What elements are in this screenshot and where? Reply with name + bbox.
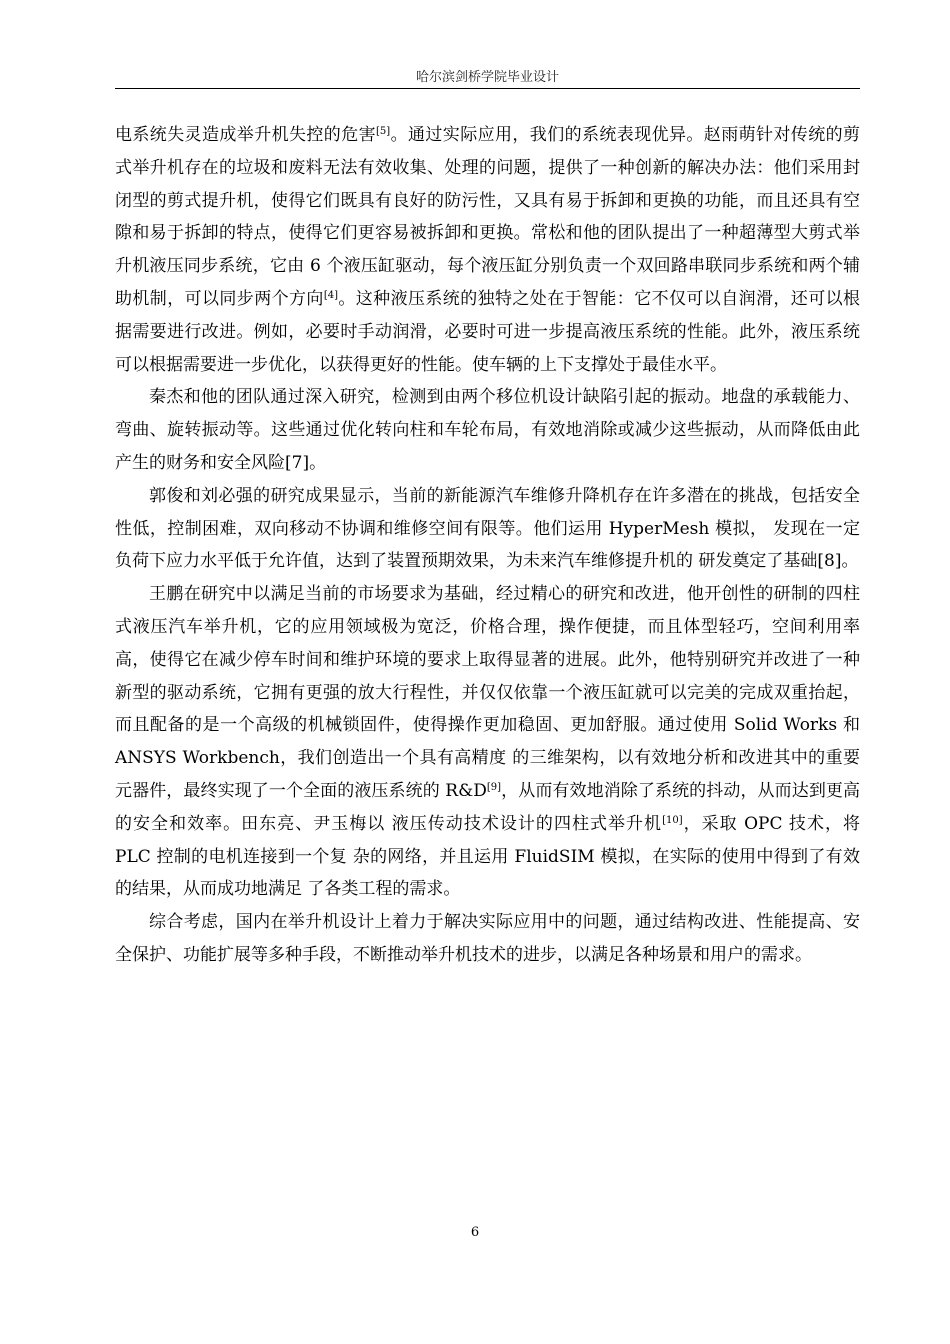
page-header: 哈尔滨剑桥学院毕业设计: [415, 70, 559, 85]
paragraph-4: [115, 578, 860, 906]
citation-5: [5]: [376, 126, 391, 137]
citation-10: [10]: [662, 814, 683, 826]
header-divider: [115, 88, 860, 89]
paragraph-4-part-a: 王鹏在研究中以满足当前的市场要求为基础，经过精心的研究和改进，他开创性的研制的四柱式液压汽车举升机，它的应用领域极为宽泛，价格合理，操作便捷，而且体型轻巧，空间利用率高，使得它在减少停车时间和维护环境的要求上取得显著的进展。此外，他特别研究并改进了一种新型的驱动系统，它拥有更强的放大行程性，并仅仅依靠一个液压缸就可以完美的完成双重抬起，而且配备的是一个高级的机械锁固件，使得操作更加稳固、更加舒服。通过使用 Solid Works 和 ANSYS Workbench，我们创造出一个具有高精度 的三维架构，以有效地分析和改进其中的重要元器件，最终实现了一个全面的液压系统的 R&D: [115, 584, 860, 801]
paragraph-2: 秦杰和他的团队通过深入研究，检测到由两个移位机设计缺陷引起的振动。地盘的承载能力、弯曲、旋转振动等。这些通过优化转向柱和车轮布局，有效地消除或减少这些振动，从而降低由此产生的财务和安全风险[7]。: [115, 387, 860, 473]
paragraph-3: 郭俊和刘必强的研究成果显示，当前的新能源汽车维修升降机存在许多潜在的挑战，包括安全性低，控制困难，双向移动不协调和维修空间有限等。他们运用 HyperMesh 模拟， 发现在一定负荷下应力水平低于允许值，达到了装置预期效果，为未来汽车维修提升机的 研发奠定了基础[8]。: [115, 485, 860, 572]
paragraph-1-part-a: 电系统失灵造成举升机失控的危害: [115, 125, 377, 145]
paragraph-1: [115, 119, 860, 381]
paragraph-5: 综合考虑，国内在举升机设计上着力于解决实际应用中的问题，通过结构改进、性能提高、安全保护、功能扩展等多种手段，不断推动举升机技术的进步，以满足各种场景和用户的需求。: [115, 912, 860, 965]
paragraph-4-part-b: ，从而有效地消除了系统的抖动，从而达到更高的安全和效率。田东亮、尹玉梅以 液压传动技术设计的四柱式举升机: [115, 780, 861, 834]
page-number: 6: [470, 1225, 480, 1240]
citation-4: [4]: [323, 289, 338, 301]
paragraph-4-part-c: ，采取 OPC 技术，将 PLC 控制的电机连接到一个复 杂的网络，并且运用 FluidSIM 模拟，在实际的使用中得到了有效的结果，从而成功地满足 了各类工程的需求。: [115, 813, 860, 900]
paragraph-1-part-b: 。通过实际应用，我们的系统表现优异。赵雨萌针对传统的剪式举升机存在的垃圾和废料无法有效收集、处理的问题，提供了一种创新的解决办法：他们采用封闭型的剪式提升机，使得它们既具有良好的防污性，又具有易于拆卸和更换的功能，而且还具有空隙和易于拆卸的特点，使得它们更容易被拆卸和更换。常松和他的团队提出了一种超薄型大剪式举升机液压同步系统，它由 6 个液压缸驱动，每个液压缸分别负责一个双回路串联同步系统和两个辅助机制，可以同步两个方向: [115, 125, 861, 309]
citation-9: [9]: [486, 781, 502, 793]
body-text: [115, 119, 860, 972]
paragraph-1-part-c: 。这种液压系统的独特之处在于智能：它不仅可以自润滑，还可以根据需要进行改进。例如，必要时手动润滑，必要时可进一步提高液压系统的性能。此外，液压系统可以根据需要进一步优化，以获得更好的性能。使车辆的上下支撑处于最佳水平。: [115, 288, 861, 375]
